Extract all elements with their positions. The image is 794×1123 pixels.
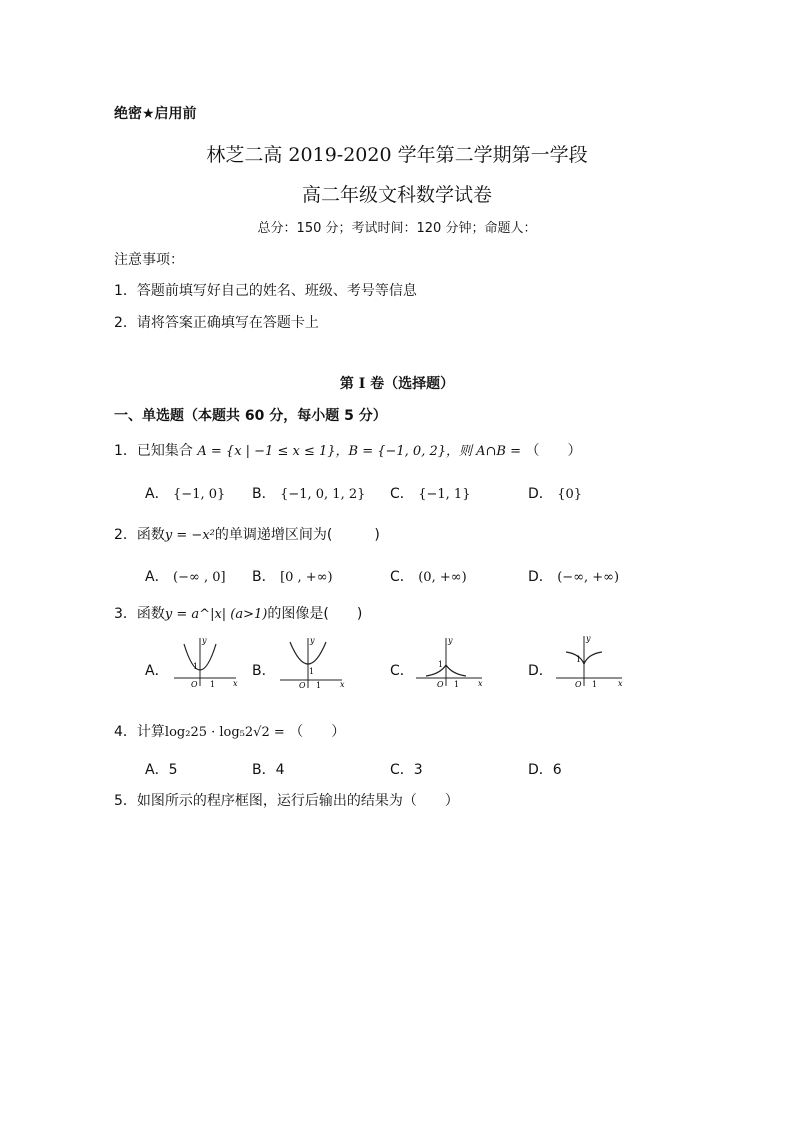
option-label: D． [528, 762, 553, 778]
option-d[interactable] [528, 566, 619, 586]
option-label: B． [252, 569, 276, 585]
option-label: D． [528, 569, 553, 585]
x-axis-label: x [618, 679, 623, 688]
question-5 [114, 790, 459, 810]
section-title: 第 I 卷（选择题） [339, 376, 455, 392]
option-text: [0 , +∞) [280, 570, 333, 585]
graph-option-a [170, 634, 242, 690]
question-4 [114, 721, 345, 741]
y-axis-label: y [448, 636, 453, 645]
option-label: A． [145, 663, 169, 679]
question-math: y = −x² [164, 528, 215, 543]
option-label: A． [145, 569, 169, 585]
note-item: 1．答题前填写好自己的姓名、班级、考号等信息 [114, 283, 417, 299]
option-c[interactable] [390, 759, 423, 779]
graph-option-c [412, 634, 488, 690]
option-label: B． [252, 663, 276, 679]
option-b[interactable] [252, 759, 285, 779]
option-label: D． [528, 486, 553, 502]
notes-heading: 注意事项： [114, 252, 184, 268]
option-label: A． [145, 486, 169, 502]
option-a[interactable] [145, 483, 225, 503]
option-label: A． [145, 762, 169, 778]
option-b[interactable] [252, 566, 333, 586]
option-label: D． [528, 663, 553, 679]
question-number: 4． [114, 724, 137, 740]
question-number: 2． [114, 527, 137, 543]
option-c[interactable] [390, 566, 467, 586]
graph-option-d [552, 632, 628, 690]
question-text: 如图所示的程序框图，运行后输出的结果为（ ） [136, 793, 459, 809]
origin-label: O [437, 680, 444, 689]
question-math: A = {x | −1 ≤ x ≤ 1}，B = {−1, 0, 2}，则 A∩B = [197, 444, 521, 459]
tick-label: 1 [438, 660, 444, 669]
exam-title: 林芝二高 2019-2020 学年第二学期第一学段 [206, 144, 588, 166]
option-text: {−1, 0} [173, 487, 226, 502]
tick-label: 1 [316, 681, 322, 690]
tick-label: 1 [309, 667, 315, 676]
y-axis-label: y [586, 634, 591, 643]
option-text: (−∞, +∞) [557, 570, 620, 585]
x-axis-label: x [340, 680, 345, 689]
origin-label: O [575, 680, 582, 689]
question-tail: （ ） [289, 724, 346, 740]
option-label: C． [390, 762, 414, 778]
origin-label: O [299, 681, 306, 690]
option-d[interactable] [528, 483, 582, 503]
x-axis-label: x [478, 679, 483, 688]
option-text: {−1, 0, 1, 2} [280, 487, 366, 502]
option-label: C． [390, 486, 414, 502]
exam-subtitle: 高二年级文科数学试卷 [301, 184, 492, 206]
tick-label: 1 [210, 680, 216, 689]
option-text: 3 [413, 762, 423, 778]
option-text: (0, +∞) [418, 570, 467, 585]
option-label: B． [252, 486, 276, 502]
question-tail: 的单调递增区间为( ) [214, 527, 380, 543]
y-axis-label: y [310, 636, 315, 645]
question-2 [114, 524, 380, 544]
option-text: (−∞ , 0] [173, 570, 226, 585]
y-axis-label: y [202, 636, 207, 645]
option-c[interactable] [390, 660, 414, 680]
option-c[interactable] [390, 483, 470, 503]
option-label: C． [390, 663, 414, 679]
exam-meta: 总分：150 分；考试时间：120 分钟；命题人： [257, 221, 537, 236]
option-text: 5 [168, 762, 178, 778]
question-number: 5． [114, 793, 137, 809]
option-label: C． [390, 569, 414, 585]
question-text: 计算 [136, 724, 165, 740]
tick-label: 1 [576, 655, 582, 664]
tick-label: 1 [454, 680, 460, 689]
question-tail: （ ） [525, 443, 582, 459]
option-text: 4 [275, 762, 285, 778]
question-tail: 的图像是( ) [267, 606, 363, 622]
question-math: log₂25 · log₅2√2 = [164, 725, 285, 740]
question-number: 3． [114, 606, 137, 622]
question-text: 函数 [136, 606, 165, 622]
option-label: B． [252, 762, 276, 778]
note-item: 2．请将答案正确填写在答题卡上 [114, 315, 319, 331]
tick-label: 1 [592, 680, 598, 689]
question-text: 函数 [136, 527, 165, 543]
option-b[interactable] [252, 660, 276, 680]
question-number: 1． [114, 443, 137, 459]
graph-option-b [276, 634, 348, 690]
origin-label: O [191, 680, 198, 689]
option-text: 6 [552, 762, 562, 778]
question-3 [114, 603, 362, 623]
option-d[interactable] [528, 660, 553, 680]
option-b[interactable] [252, 483, 365, 503]
option-text: {−1, 1} [418, 487, 471, 502]
question-text: 已知集合 [136, 443, 193, 459]
confidential-mark: 绝密★启用前 [114, 106, 197, 122]
option-a[interactable] [145, 759, 178, 779]
option-a[interactable] [145, 660, 169, 680]
option-text: {0} [557, 487, 583, 502]
option-d[interactable] [528, 759, 562, 779]
part-heading: 一、单选题（本题共 60 分，每小题 5 分） [114, 408, 387, 424]
question-1 [114, 440, 581, 460]
x-axis-label: x [233, 679, 238, 688]
option-a[interactable] [145, 566, 226, 586]
question-math: y = a^|x| (a>1) [164, 607, 268, 622]
tick-label: 1 [193, 662, 199, 671]
